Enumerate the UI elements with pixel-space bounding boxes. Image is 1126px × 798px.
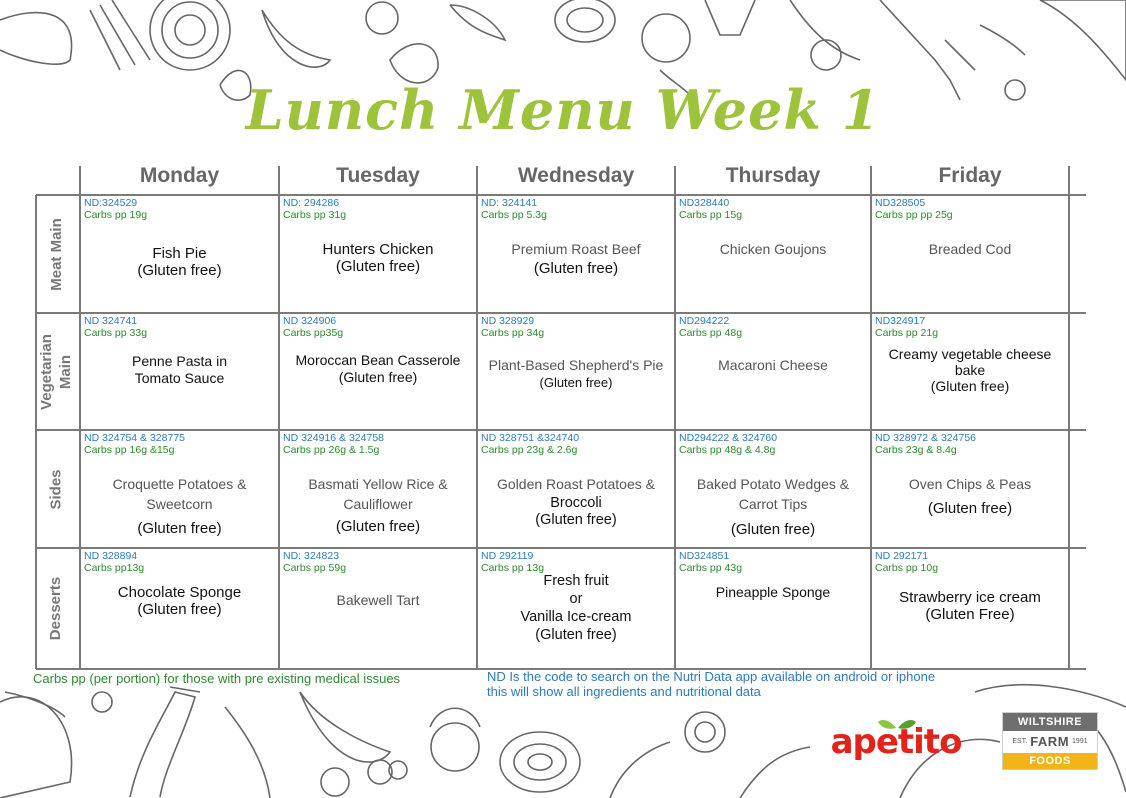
- carbs-info: Carbs pp 19g: [84, 209, 148, 221]
- carbs-info: Carbs pp 33g: [84, 327, 148, 339]
- carbs-info: Carbs pp13g: [84, 562, 145, 574]
- row-label-text: Desserts: [47, 576, 65, 641]
- dish-name: Penne Pasta in Tomato Sauce: [132, 353, 227, 386]
- wf-year-text: 1991: [1072, 738, 1088, 745]
- dish-name: Plant-Based Shepherd's Pie: [488, 357, 664, 373]
- dish-name: Baked Potato Wedges & Carrot Tips: [696, 476, 850, 512]
- row-label-vegetarian-main: [30, 313, 82, 430]
- meat-main-tuesday-cell: [279, 195, 477, 313]
- gluten-free-label: (Gluten free): [539, 375, 613, 390]
- meat-main-monday-cell: [80, 195, 279, 313]
- nd-footnote: [487, 669, 935, 699]
- vegetarian-main-thursday-cell: [675, 313, 871, 430]
- row-label-sides: [30, 430, 82, 548]
- carbs-info: Carbs pp 13g: [481, 562, 545, 574]
- nd-code: ND328505: [875, 197, 926, 209]
- vegetarian-main-friday-cell: [871, 313, 1069, 430]
- gluten-free-label: (Gluten free): [730, 521, 816, 538]
- dish-name-continued: Broccoli (Gluten free): [535, 495, 617, 528]
- wf-farm-row: [1003, 732, 1097, 752]
- apetito-wordmark: apetito: [830, 722, 962, 762]
- row-label-meat-main: [30, 195, 82, 313]
- vegetarian-main-monday-cell: [80, 313, 279, 430]
- sides-thursday-cell: [675, 430, 871, 548]
- gluten-free-label: (Gluten free): [927, 500, 1013, 517]
- carbs-info: Carbs pp 5.3g: [481, 209, 547, 221]
- dish-name: Chocolate Sponge (Gluten free): [117, 584, 242, 618]
- day-header-friday: Friday: [938, 164, 1002, 187]
- nd-code: ND324917: [875, 315, 926, 327]
- row-label-text: Vegetarian Main: [38, 333, 74, 410]
- dish-name: Macaroni Cheese: [718, 357, 828, 373]
- dish-name: Croquette Potatoes & Sweetcorn: [112, 476, 247, 512]
- row-label-text: Sides: [47, 468, 65, 510]
- desserts-wednesday-cell: [477, 548, 675, 669]
- carbs-info: Carbs pp 26g & 1.5g: [283, 444, 380, 456]
- carbs-info: Carbs pp 48g: [679, 327, 743, 339]
- wf-foods-text: FOODS: [1003, 753, 1097, 769]
- dish-name: Basmati Yellow Rice & Cauliflower: [308, 476, 448, 512]
- desserts-monday-cell: [80, 548, 279, 669]
- carbs-info: Carbs 23g & 8.4g: [875, 444, 957, 456]
- dish-name: Moroccan Bean Casserole (Gluten free): [295, 352, 461, 385]
- carbs-info: Carbs pp 16g &15g: [84, 444, 175, 456]
- nd-code: ND: 294286: [283, 197, 340, 209]
- day-header-monday: Monday: [139, 164, 220, 187]
- nd-code: ND 292171: [875, 550, 929, 562]
- dish-name: Fresh fruit or Vanilla Ice-cream (Gluten free): [520, 573, 632, 643]
- dish-name: Hunters Chicken (Gluten free): [322, 241, 434, 275]
- meat-main-wednesday-cell: [477, 195, 675, 313]
- dish-name: Oven Chips & Peas: [908, 476, 1032, 492]
- carbs-info: Carbs pp 59g: [283, 562, 347, 574]
- carbs-info: Carbs pp 10g: [875, 562, 939, 574]
- dish-name: Golden Roast Potatoes &: [497, 476, 655, 492]
- dish-name: Bakewell Tart: [336, 592, 420, 608]
- carbs-info: Carbs pp pp 25g: [875, 209, 953, 221]
- gluten-free-label: (Gluten free): [335, 518, 421, 535]
- gluten-free-label: (Gluten free): [137, 520, 222, 537]
- nd-code: ND 324906: [283, 315, 337, 327]
- gluten-free-label: (Gluten free): [533, 260, 619, 277]
- sides-monday-cell: [80, 430, 279, 548]
- day-header-tuesday: Tuesday: [336, 164, 420, 187]
- row-label-text: Meat Main: [47, 217, 65, 291]
- nd-code: ND 324741: [84, 315, 138, 327]
- sides-wednesday-cell: [477, 430, 675, 548]
- dish-name: Breaded Cod: [928, 241, 1012, 257]
- desserts-friday-cell: [871, 548, 1069, 669]
- dish-name: Pineapple Sponge: [715, 584, 831, 600]
- wf-farm-text: FARM: [1030, 734, 1070, 749]
- dish-name: Creamy vegetable cheese bake (Gluten free): [888, 346, 1052, 394]
- carbs-info: Carbs pp35g: [283, 327, 344, 339]
- nd-code: ND: 324141: [481, 197, 538, 209]
- nd-code: ND328440: [679, 197, 730, 209]
- nd-code: ND 328751 &324740: [481, 432, 580, 444]
- wiltshire-farm-foods-logo: [1002, 712, 1098, 770]
- carbs-info: Carbs pp 31g: [283, 209, 347, 221]
- nd-code: ND324851: [679, 550, 730, 562]
- page-title: Lunch Menu Week 1: [245, 78, 881, 142]
- carbs-info: Carbs pp 21g: [875, 327, 939, 339]
- meat-main-thursday-cell: [675, 195, 871, 313]
- vegetarian-main-tuesday-cell: [279, 313, 477, 430]
- dish-name: Strawberry ice cream (Gluten Free): [899, 589, 1041, 623]
- carbs-info: Carbs pp 48g & 4.8g: [679, 444, 776, 456]
- row-label-desserts: [30, 548, 82, 669]
- dish-name: Premium Roast Beef: [511, 241, 641, 257]
- carbs-footnote: Carbs pp (per portion) for those with pre existing medical issues: [33, 671, 401, 686]
- nd-footnote-line-1: ND Is the code to search on the Nutri Data app available on android or iphone: [487, 669, 936, 684]
- meat-main-friday-cell: [871, 195, 1069, 313]
- nd-code: ND 324916 & 324758: [283, 432, 384, 444]
- sides-friday-cell: [871, 430, 1069, 548]
- nd-code: ND: 324823: [283, 550, 340, 562]
- carbs-info: Carbs pp 43g: [679, 562, 743, 574]
- day-header-thursday: Thursday: [725, 164, 821, 187]
- wf-est-text: EST.: [1012, 738, 1028, 745]
- nd-code: ND294222: [679, 315, 730, 327]
- nd-code: ND 328894: [84, 550, 138, 562]
- vegetarian-main-wednesday-cell: [477, 313, 675, 430]
- nd-code: ND294222 & 324760: [679, 432, 778, 444]
- nd-footnote-line-2: this will show all ingredients and nutritional data: [487, 684, 761, 699]
- dish-name: Chicken Goujons: [719, 241, 827, 257]
- desserts-tuesday-cell: [279, 548, 477, 669]
- carbs-info: Carbs pp 23g & 2.6g: [481, 444, 578, 456]
- apetito-logo: [826, 718, 966, 768]
- desserts-thursday-cell: [675, 548, 871, 669]
- wf-wiltshire-text: WILTSHIRE: [1003, 713, 1097, 731]
- carbs-info: Carbs pp 15g: [679, 209, 743, 221]
- carbs-info: Carbs pp 34g: [481, 327, 545, 339]
- sides-tuesday-cell: [279, 430, 477, 548]
- nd-code: ND 328929: [481, 315, 535, 327]
- day-header-wednesday: Wednesday: [517, 164, 635, 187]
- dish-name: Fish Pie (Gluten free): [137, 245, 222, 279]
- nd-code: ND:324529: [84, 197, 138, 209]
- nd-code: ND 328972 & 324756: [875, 432, 976, 444]
- nd-code: ND 292119: [481, 550, 534, 562]
- nd-code: ND 324754 & 328775: [84, 432, 185, 444]
